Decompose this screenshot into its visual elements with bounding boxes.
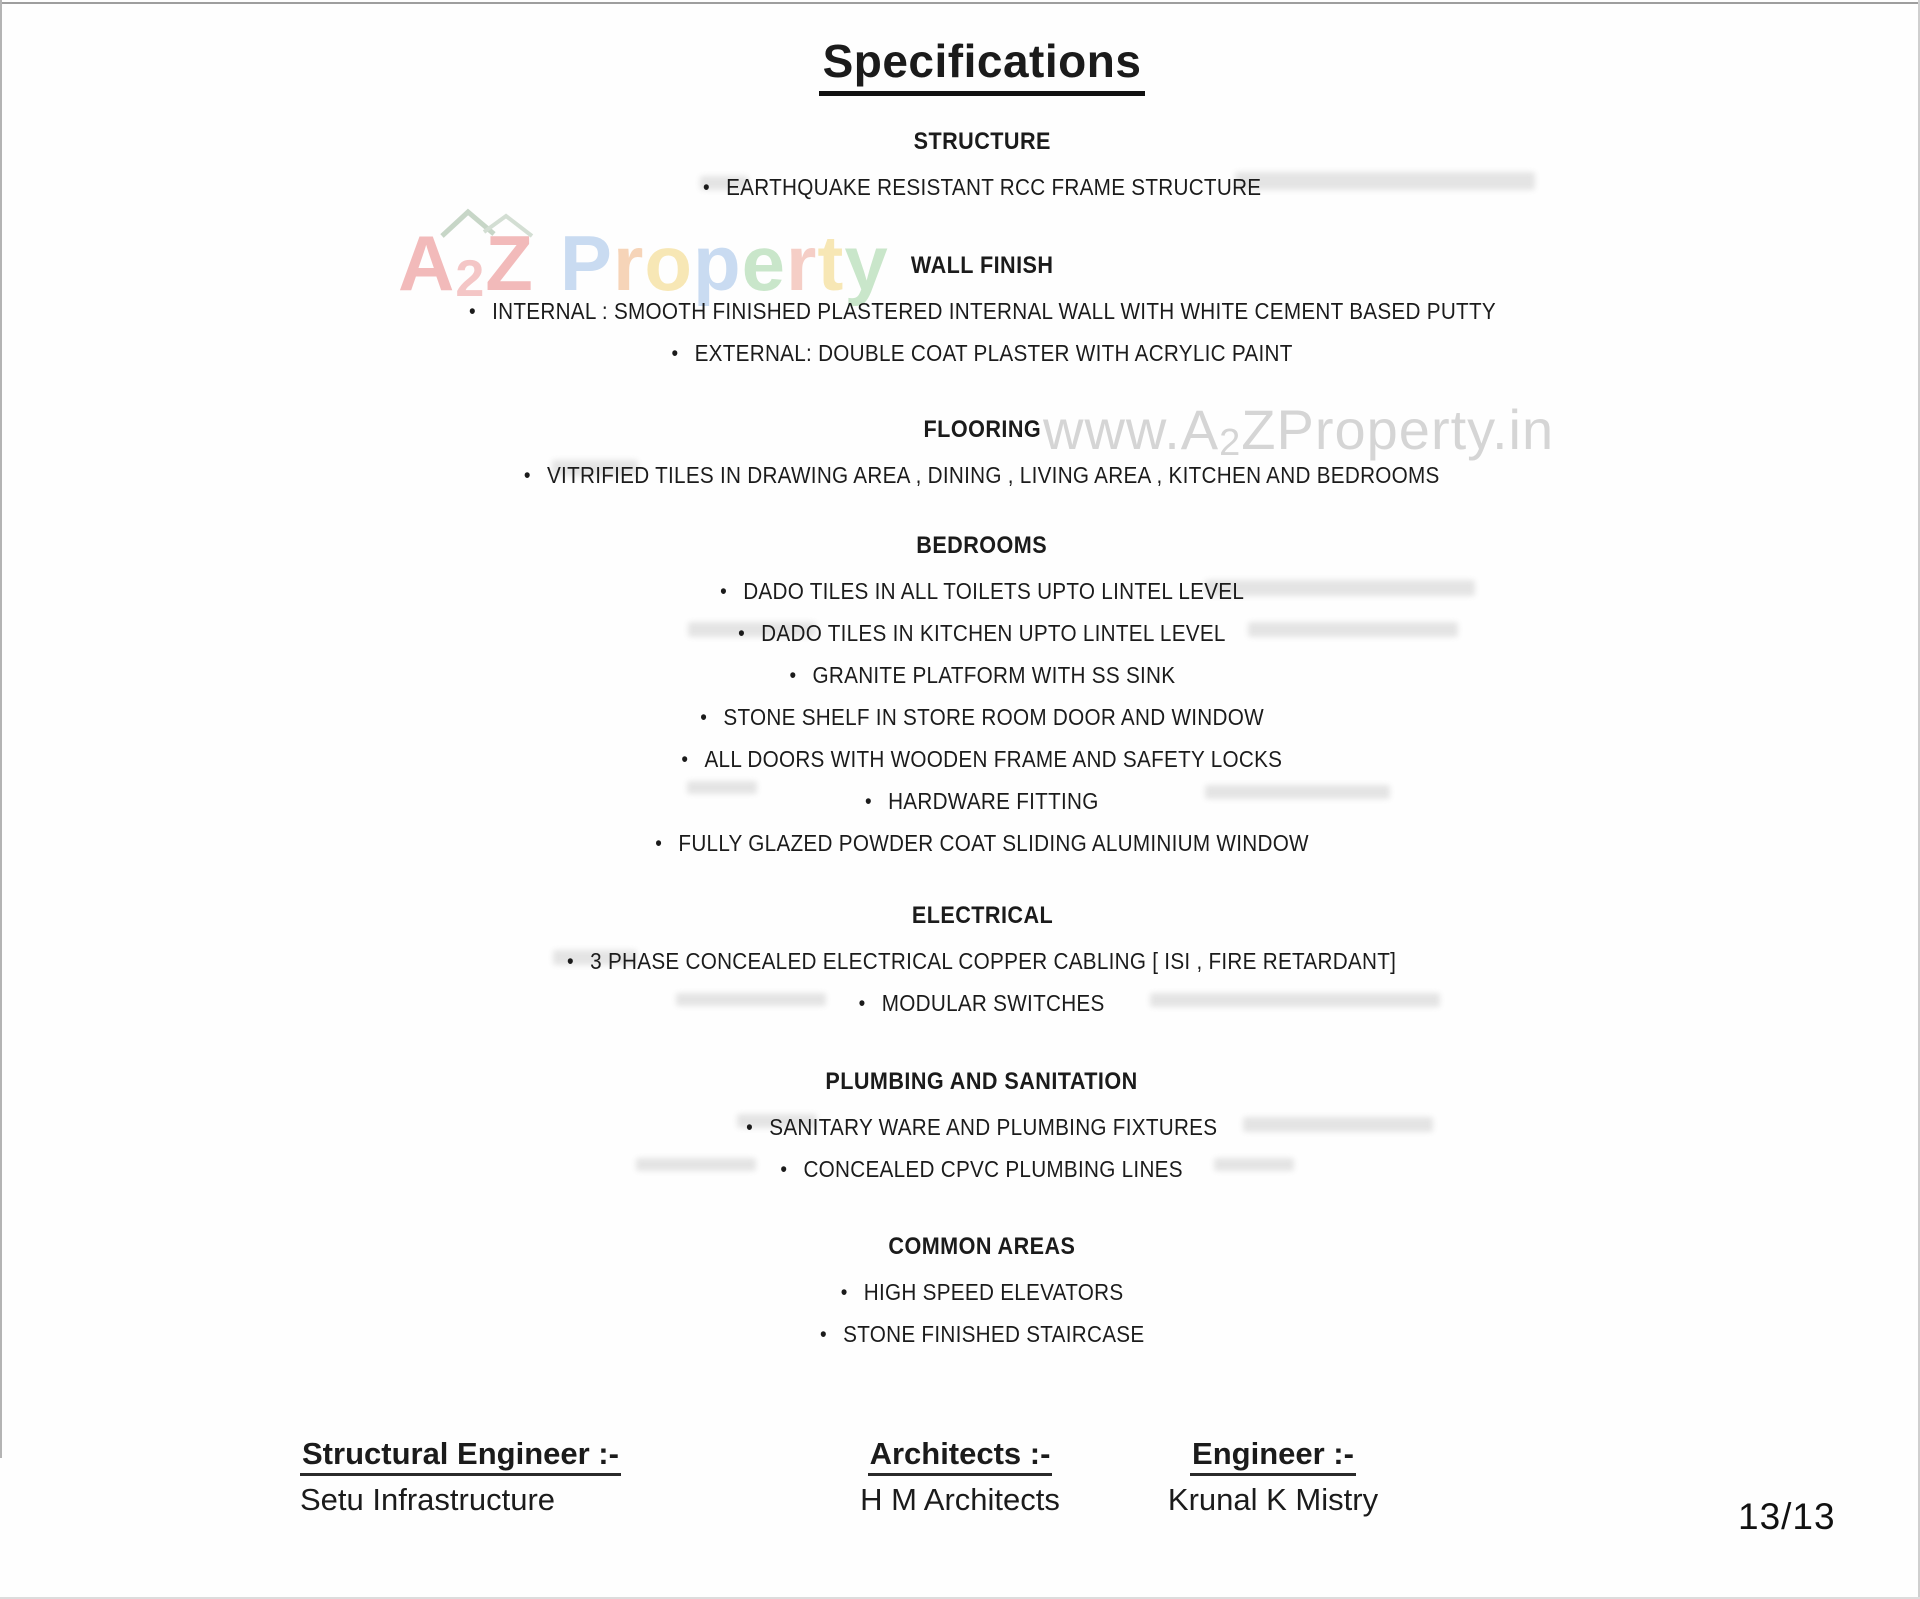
section-plumbing-sanitation bbox=[44, 1068, 1920, 1191]
footer-heading: Structural Engineer :- bbox=[300, 1436, 621, 1476]
section-heading: FLOORING bbox=[923, 416, 1041, 443]
spec-item: • DADO TILES IN KITCHEN UPTO LINTEL LEVEL bbox=[738, 613, 1226, 655]
section-common-areas bbox=[44, 1233, 1920, 1356]
section-heading: ELECTRICAL bbox=[911, 902, 1053, 929]
section-wall-finish bbox=[44, 252, 1920, 375]
logo-letter: P bbox=[559, 219, 613, 307]
spec-item: • MODULAR SWITCHES bbox=[859, 983, 1105, 1025]
url-watermark-text: 2 bbox=[1219, 422, 1242, 464]
spec-item: • ALL DOORS WITH WOODEN FRAME AND SAFETY LOCKS bbox=[682, 739, 1283, 781]
page-border-left bbox=[0, 0, 2, 1458]
spec-item: • EXTERNAL: DOUBLE COAT PLASTER WITH ACRYLIC PAINT bbox=[671, 333, 1292, 375]
section-flooring bbox=[44, 416, 1920, 497]
page-title: Specifications bbox=[819, 34, 1146, 96]
spec-item: • STONE SHELF IN STORE ROOM DOOR AND WINDOW bbox=[700, 697, 1264, 739]
section-structure bbox=[44, 128, 1920, 209]
spec-item: • HARDWARE FITTING bbox=[865, 781, 1099, 823]
logo-letter: Z bbox=[485, 219, 534, 307]
spec-item: • HIGH SPEED ELEVATORS bbox=[841, 1272, 1124, 1314]
spec-item: • CONCEALED CPVC PLUMBING LINES bbox=[781, 1149, 1183, 1191]
section-heading: BEDROOMS bbox=[916, 532, 1048, 559]
spec-item: • SANITARY WARE AND PLUMBING FIXTURES bbox=[746, 1107, 1217, 1149]
section-heading: WALL FINISH bbox=[910, 252, 1054, 279]
spec-item: • STONE FINISHED STAIRCASE bbox=[820, 1314, 1144, 1356]
logo-letter: o bbox=[644, 219, 693, 307]
logo-letter: p bbox=[692, 219, 742, 307]
footer-name: H M Architects bbox=[860, 1482, 1060, 1517]
footer-name: Krunal K Mistry bbox=[1167, 1482, 1379, 1517]
roof-icon bbox=[440, 206, 550, 240]
logo-letter: A bbox=[398, 219, 456, 307]
logo-letter: t bbox=[817, 219, 845, 307]
section-electrical bbox=[44, 902, 1920, 1025]
url-watermark-text: www.A bbox=[1043, 398, 1220, 461]
logo-letter: y bbox=[844, 219, 889, 307]
footer-heading: Architects :- bbox=[868, 1436, 1053, 1476]
footer-architects bbox=[0, 1436, 1920, 1518]
section-heading: COMMON AREAS bbox=[888, 1233, 1076, 1260]
section-heading: PLUMBING AND SANITATION bbox=[825, 1068, 1139, 1095]
spec-item: • 3 PHASE CONCEALED ELECTRICAL COPPER CABLING [ ISI , FIRE RETARDANT] bbox=[567, 941, 1396, 983]
spec-item: • INTERNAL : SMOOTH FINISHED PLASTERED INTERNAL WALL WITH WHITE CEMENT BASED PUTTY bbox=[469, 291, 1496, 333]
spec-item: • EARTHQUAKE RESISTANT RCC FRAME STRUCTURE bbox=[703, 167, 1261, 209]
spec-item: • VITRIFIED TILES IN DRAWING AREA , DINING , LIVING AREA , KITCHEN AND BEDROOMS bbox=[524, 455, 1440, 497]
spec-item: • GRANITE PLATFORM WITH SS SINK bbox=[789, 655, 1175, 697]
spec-item: • DADO TILES IN ALL TOILETS UPTO LINTEL LEVEL bbox=[720, 571, 1244, 613]
footer-name: Setu Infrastructure bbox=[300, 1482, 556, 1517]
section-bedrooms bbox=[44, 532, 1920, 865]
section-heading: STRUCTURE bbox=[913, 128, 1051, 155]
page-border-top bbox=[0, 2, 1920, 4]
footer-heading: Engineer :- bbox=[1190, 1436, 1356, 1476]
logo-letter: r bbox=[612, 219, 645, 307]
logo-letter: r bbox=[786, 219, 818, 307]
spec-item: • FULLY GLAZED POWDER COAT SLIDING ALUMINIUM WINDOW bbox=[655, 823, 1309, 865]
url-watermark-text: ZProperty.in bbox=[1241, 398, 1555, 461]
logo-letter: 2 bbox=[455, 250, 486, 308]
logo-letter: e bbox=[741, 219, 787, 307]
footer-engineer bbox=[1128, 1436, 1418, 1518]
page-number: 13/13 bbox=[1738, 1496, 1836, 1537]
